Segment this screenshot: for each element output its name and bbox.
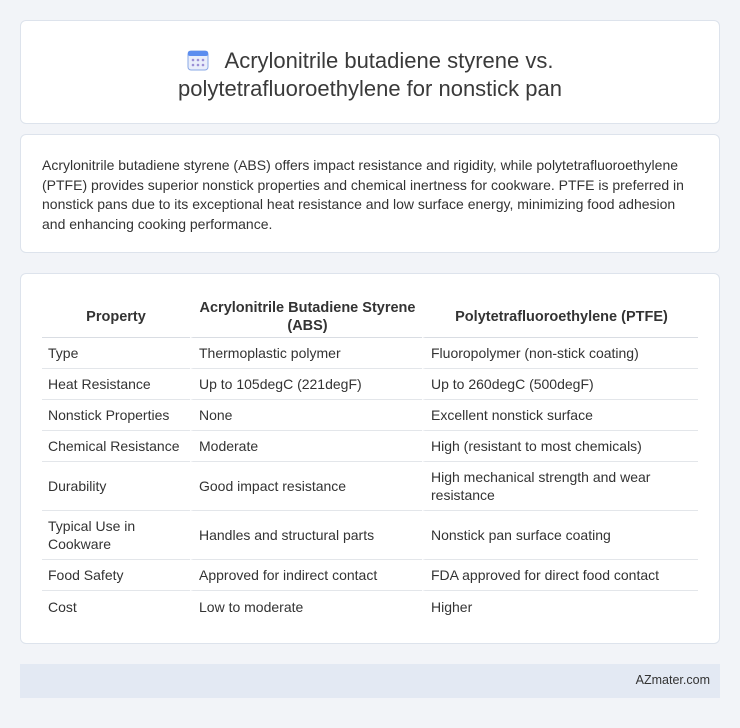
ptfe-cell: Fluoropolymer (non-stick coating) bbox=[422, 338, 698, 369]
table-row bbox=[42, 400, 698, 431]
summary-text: Acrylonitrile butadiene styrene (ABS) offers impact resistance and rigidity, while polytetrafluoroethylene (PTFE) provides superior nonstick properties and chemical inertness for cookware. PTFE is preferred in nonstick pans due to its exceptional heat resistance and low surface energy, minimizing food adhesion and enhancing cooking performance. bbox=[42, 157, 684, 232]
title-line-1: Acrylonitrile butadiene styrene vs. bbox=[224, 48, 554, 73]
property-cell: Typical Use in Cookware bbox=[42, 511, 190, 560]
table-header-row bbox=[42, 296, 698, 338]
table-row bbox=[42, 591, 698, 622]
table-row bbox=[42, 338, 698, 369]
ptfe-cell: High mechanical strength and wear resistance bbox=[422, 462, 698, 511]
abs-cell: None bbox=[190, 400, 422, 431]
ptfe-cell: FDA approved for direct food contact bbox=[422, 560, 698, 591]
title-line-2: polytetrafluoroethylene for nonstick pan bbox=[177, 76, 562, 101]
table-row bbox=[42, 431, 698, 462]
comparison-table bbox=[42, 296, 698, 622]
header-ptfe: Polytetrafluoroethylene (PTFE) bbox=[422, 296, 698, 338]
property-cell: Cost bbox=[48, 598, 77, 615]
table-row bbox=[42, 511, 698, 560]
comparison-table-card bbox=[20, 273, 720, 644]
property-cell: Nonstick Properties bbox=[42, 400, 190, 431]
abs-cell: Good impact resistance bbox=[190, 462, 422, 511]
ptfe-cell: Nonstick pan surface coating bbox=[422, 511, 698, 560]
abs-cell: Approved for indirect contact bbox=[190, 560, 422, 591]
ptfe-cell: Up to 260degC (500degF) bbox=[422, 369, 698, 400]
page-title bbox=[21, 47, 719, 103]
calendar-icon bbox=[187, 49, 209, 71]
abs-cell: Handles and structural parts bbox=[190, 511, 422, 560]
abs-cell: Moderate bbox=[190, 431, 422, 462]
property-cell: Heat Resistance bbox=[42, 369, 190, 400]
abs-cell: Low to moderate bbox=[190, 591, 422, 622]
property-cell: Chemical Resistance bbox=[42, 431, 190, 462]
ptfe-cell: High (resistant to most chemicals) bbox=[422, 431, 698, 462]
property-cell: Durability bbox=[42, 462, 190, 511]
header-abs: Acrylonitrile Butadiene Styrene (ABS) bbox=[190, 296, 422, 338]
title-card bbox=[20, 20, 720, 124]
table-row bbox=[42, 560, 698, 591]
abs-cell: Up to 105degC (221degF) bbox=[190, 369, 422, 400]
ptfe-cell: Excellent nonstick surface bbox=[422, 400, 698, 431]
property-cell: Type bbox=[42, 338, 190, 369]
footer-brand-link[interactable]: AZmater.com bbox=[635, 673, 710, 687]
ptfe-cell: Higher bbox=[422, 591, 698, 622]
table-row bbox=[42, 462, 698, 511]
table-row bbox=[42, 369, 698, 400]
abs-cell: Thermoplastic polymer bbox=[190, 338, 422, 369]
footer-bar bbox=[20, 664, 720, 698]
header-property: Property bbox=[42, 296, 190, 338]
summary-card bbox=[20, 134, 720, 253]
property-cell: Food Safety bbox=[42, 560, 190, 591]
